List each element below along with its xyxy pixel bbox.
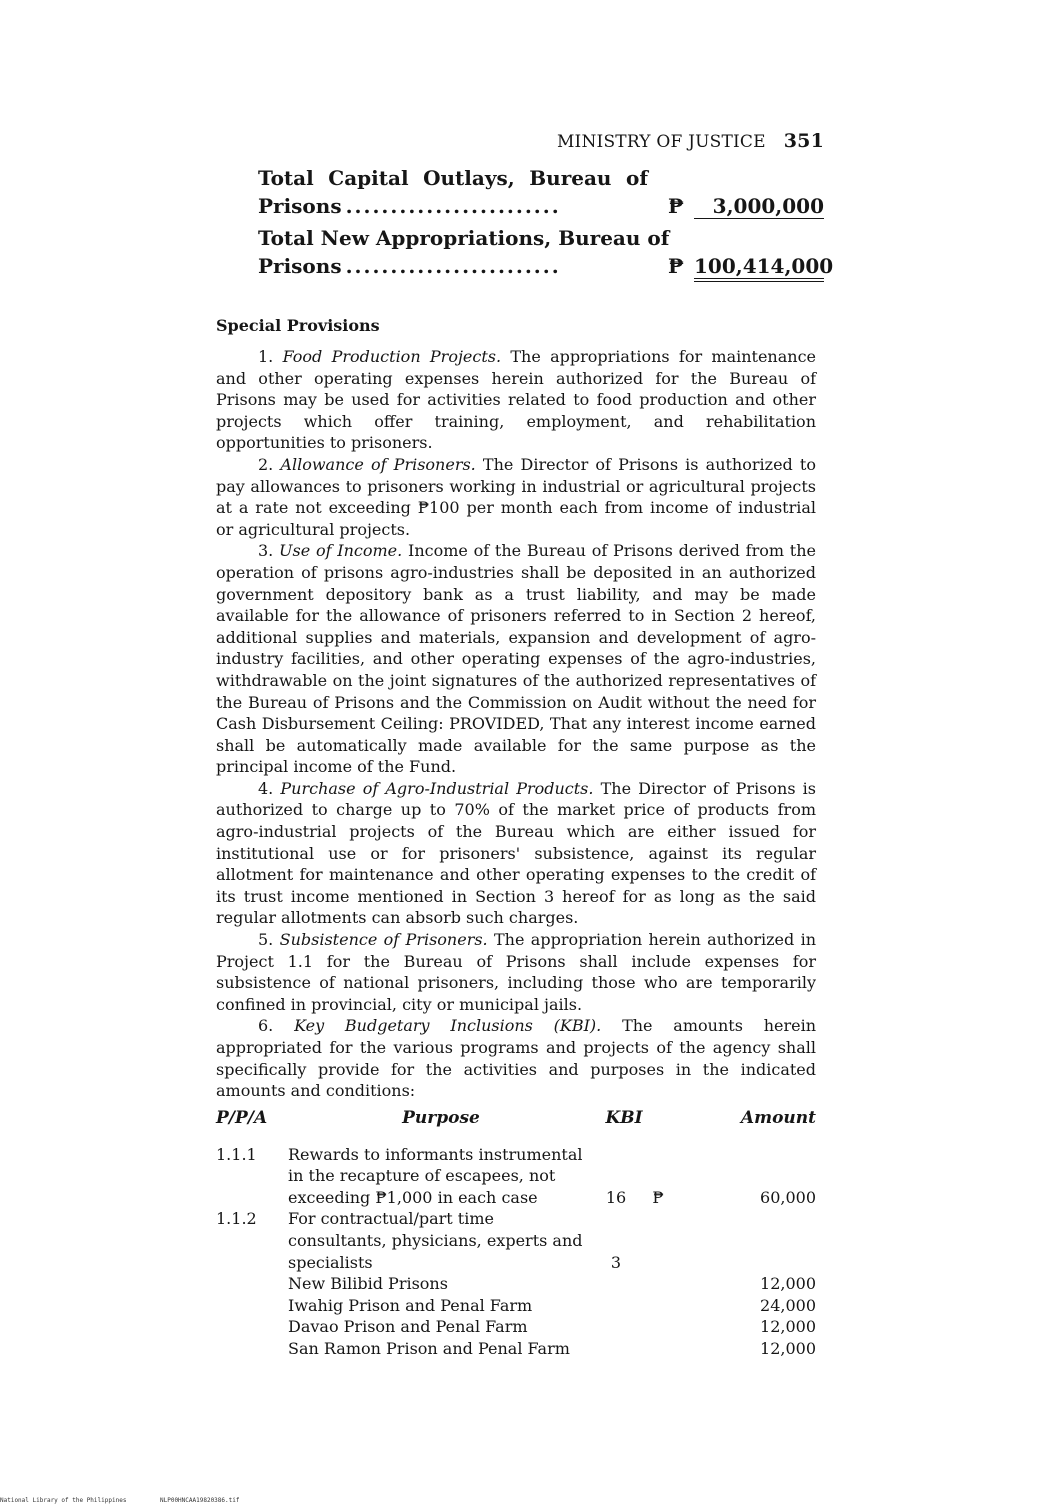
column-header-ppa: P/P/A [216,1108,268,1128]
provision-paragraph: 5. Subsistence of Prisoners. The appropriation herein authorized in Project 1.1 for the Bureau of Prisons shall include expenses for subsistence of national prisoners, including those who are temporarily confined in provincial, city or municipal jails. [216,930,817,1014]
ministry-title: MINISTRY OF JUSTICE [556,132,766,152]
provision-paragraph: 1. Food Production Projects. The appropriations for maintenance and other operating expenses herein authorized for the Bureau of Prisons may be used for activities related to food production and other projects which offer training, employment, and rehabilitation opportunities to prisoners. [216,347,817,453]
running-head [534,130,824,152]
total-capital-outlays [258,166,824,219]
table-row: Iwahig Prison and Penal Farm 24,000 [288,1295,816,1315]
provision-title: Subsistence of Prisoners. [279,930,488,950]
provision-title: Food Production Projects. [282,347,502,366]
kbi-table [216,1108,816,1360]
column-header-amount: Amount [740,1108,816,1128]
special-provisions-heading: Special Provisions [216,316,380,335]
page-number: 351 [783,130,824,152]
total-capital-outlays-label-line1: Total Capital Outlays, Bureau of [258,166,648,190]
total-new-appropriations-amount: 100,414,000 [694,254,824,282]
table-row: New Bilibid Prisons 12,000 [288,1274,816,1294]
peso-sign: ₱ [668,194,684,218]
footer-file-name: NLP00HNCAA19820386.tif [160,1497,240,1504]
total-capital-outlays-line2: Prisons ........................ ₱ 3,000,000 [258,194,824,218]
peso-sign: ₱ [668,254,684,278]
provision-paragraph: 6. Key Budgetary Inclusions (KBI). The amounts herein appropriated for the various programs and projects of the agency shall specifically provide for the activities and purposes in the indicated amounts and conditions: [216,1016,817,1101]
provision-paragraph: 4. Purchase of Agro-Industrial Products. The Director of Prisons is authorized to charge up to 70% of the market price of products from agro-industrial projects of the Bureau which are either issued for institutional use or for prisoners' subsistence, against its regular allotment for maintenance and other operating expenses to the credit of its trust income mentioned in Section 3 hereof for as long as the said regular allotments can absorb such charges. [216,778,816,928]
provision-paragraph: 3. Use of Income. Income of the Bureau of Prisons derived from the operation of prisons agro-industries shall be deposited in an authorized government depository bank as a trust liability, and may be made available for the allowance of prisoners referred to in Section 2 hereof, additional supplies and materials, expansion and development of agro-industry facilities, and other operating expenses of the agro-industries, withdrawable on the joint signatures of the authorized representatives of the Bureau of Prisons and the Commission on Audit without the need for Cash Disbursement Ceiling: PROVIDED, That any interest income earned shall be automatically made available for the same purpose as the principal income of the Fund. [216,541,816,777]
provision-title: Purchase of Agro-Industrial Products. [280,778,594,798]
column-header-kbi: KBI [605,1108,643,1128]
provision-paragraph: 2. Allowance of Prisoners. The Director of Prisons is authorized to pay allowances to prisoners working in industrial or agricultural projects at a rate not exceeding ₱100 per month each from income of industrial or agricultural projects. [216,454,816,539]
table-row: 1.1.2 For contractual/part time consultants, physicians, experts and specialists 3 [216,1209,622,1272]
kbi-table-header [216,1108,816,1130]
provision-title: Key Budgetary Inclusions (KBI). [294,1016,602,1036]
peso-sign: ₱ [652,1187,664,1207]
table-row: 1.1.1 Rewards to informants instrumental in the recapture of escapees, not exceeding ₱1,000 in each case 16 ₱ 60,000 [216,1144,816,1207]
provision-title: Use of Income. [279,541,403,561]
special-provisions-body [216,346,816,1102]
table-row: Davao Prison and Penal Farm 12,000 [288,1317,816,1337]
footer-library-credit: National Library of the Philippines [0,1497,127,1504]
total-new-appropriations-line2: Prisons ........................ ₱ 100,414,000 [258,254,824,282]
table-row: San Ramon Prison and Penal Farm 12,000 [288,1338,816,1358]
column-header-purpose: Purpose [402,1108,480,1128]
total-capital-outlays-amount: 3,000,000 [694,194,824,219]
total-new-appropriations [258,226,834,282]
total-new-appropriations-label-line1: Total New Appropriations, Bureau of [258,226,670,250]
provision-title: Allowance of Prisoners. [280,454,476,474]
